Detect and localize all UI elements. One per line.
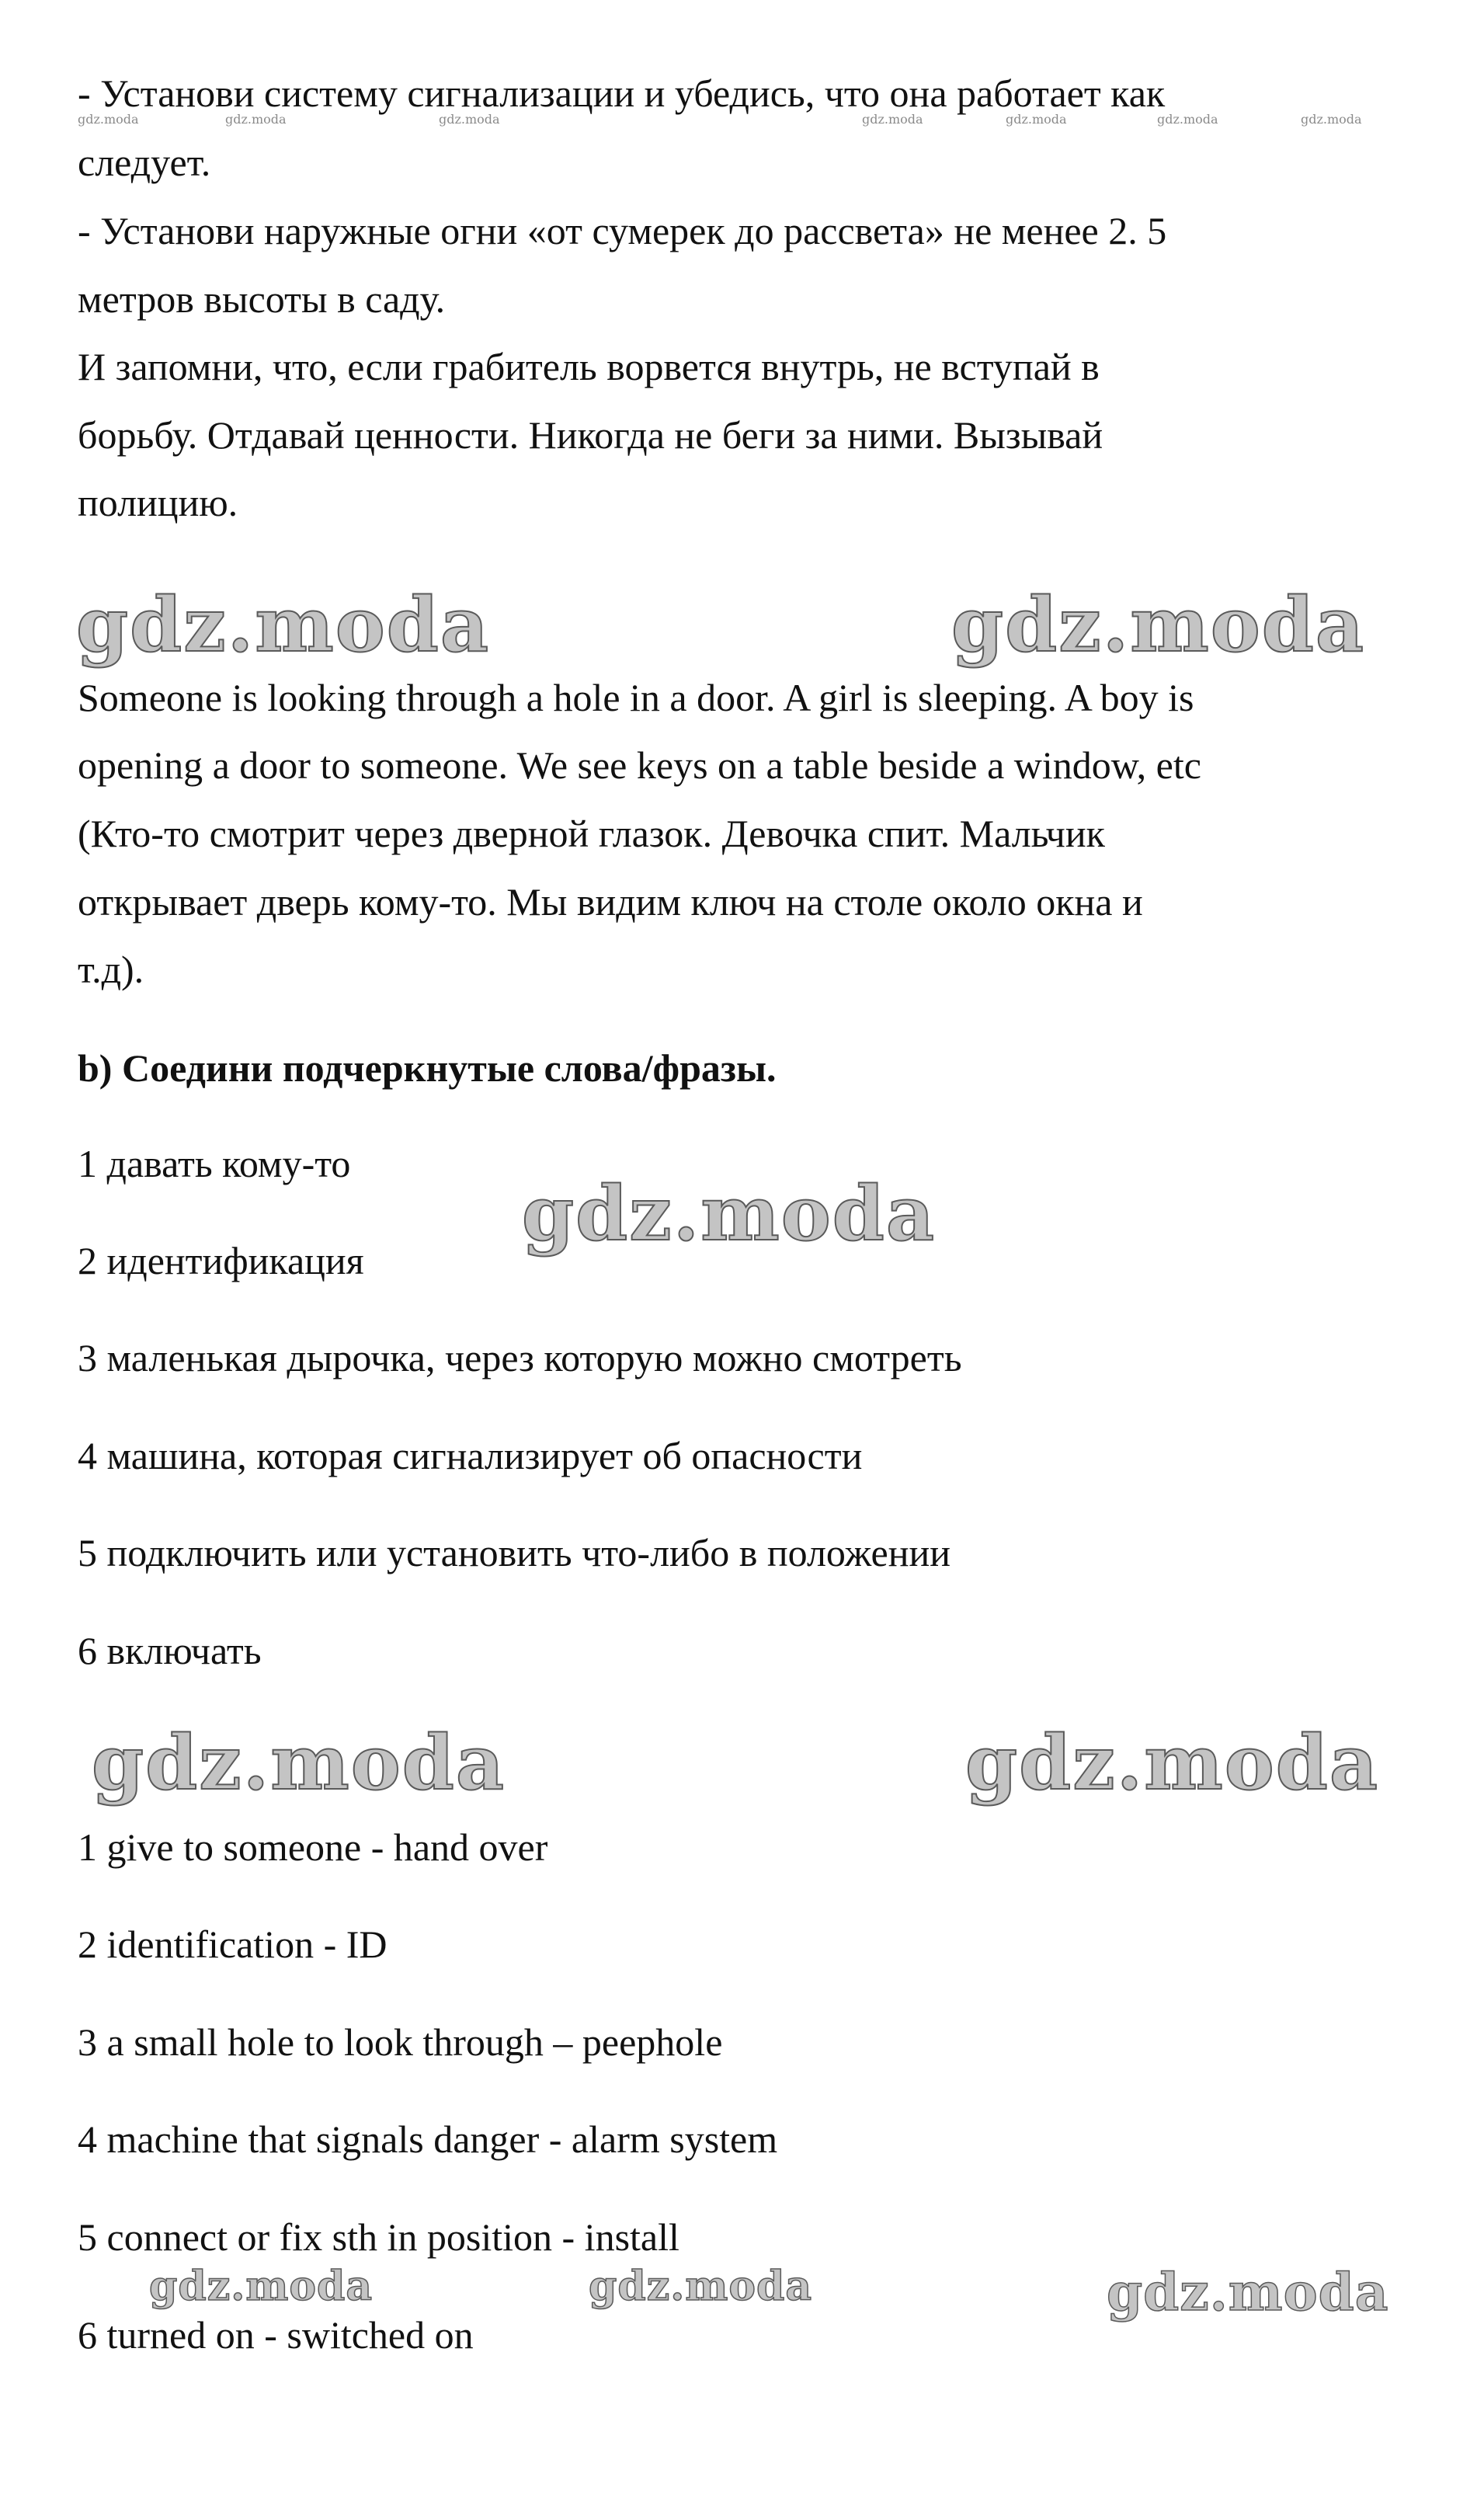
watermark-small: gdz.moda bbox=[1301, 112, 1362, 127]
text-line: - Установи систему сигнализации и убедись, что она работает как bbox=[78, 71, 1166, 115]
watermark-small: gdz.moda bbox=[1006, 112, 1067, 127]
watermark-large: gdz.moda bbox=[92, 1719, 506, 1807]
text-line: полицию. bbox=[78, 481, 238, 524]
text-line: т.д). bbox=[78, 948, 144, 991]
text-line: Someone is looking through a hole in a door. A girl is sleeping. A boy is bbox=[78, 676, 1194, 719]
list-item: 4 машина, которая сигнализирует об опасности bbox=[78, 1434, 863, 1477]
watermark-medium: gdz.moda bbox=[589, 2263, 813, 2310]
list-item: 3 маленькая дырочка, через которую можно смотреть bbox=[78, 1336, 962, 1379]
text-line: (Кто-то смотрит через дверной глазок. Девочка спит. Мальчик bbox=[78, 812, 1105, 855]
watermark-small: gdz.moda bbox=[862, 112, 923, 127]
watermark-large: gdz.moda bbox=[951, 581, 1366, 669]
watermark-medium: gdz.moda bbox=[1107, 2262, 1389, 2322]
watermark-medium: gdz.moda bbox=[149, 2263, 374, 2310]
watermark-small: gdz.moda bbox=[439, 112, 500, 127]
watermark-large: gdz.moda bbox=[76, 581, 491, 669]
list-item: 3 a small hole to look through – peephole bbox=[78, 2020, 723, 2064]
list-item: 1 давать кому-то bbox=[78, 1142, 351, 1185]
text-line: метров высоты в саду. bbox=[78, 277, 446, 321]
text-line: И запомни, что, если грабитель ворвется внутрь, не вступай в bbox=[78, 345, 1100, 388]
task-heading: b) Соедини подчеркнутые слова/фразы. bbox=[78, 1046, 777, 1090]
watermark-large: gdz.moda bbox=[965, 1719, 1380, 1807]
text-line: борьбу. Отдавай ценности. Никогда не беги за ними. Вызывай bbox=[78, 413, 1103, 457]
list-item: 6 включать bbox=[78, 1629, 262, 1672]
list-item: 2 identification - ID bbox=[78, 1922, 388, 1966]
list-item: 1 give to someone - hand over bbox=[78, 1825, 548, 1869]
watermark-small: gdz.moda bbox=[225, 112, 287, 127]
text-line: открывает дверь кому-то. Мы видим ключ на столе около окна и bbox=[78, 880, 1143, 924]
watermark-large: gdz.moda bbox=[522, 1170, 937, 1258]
watermark-small: gdz.moda bbox=[78, 112, 139, 127]
list-item: 5 подключить или установить что-либо в положении bbox=[78, 1531, 951, 1574]
text-line: opening a door to someone. We see keys on a table beside a window, etc bbox=[78, 743, 1201, 787]
text-line: - Установи наружные огни «от сумерек до рассвета» не менее 2. 5 bbox=[78, 209, 1167, 252]
list-item: 4 machine that signals danger - alarm system bbox=[78, 2117, 778, 2161]
text-line: следует. bbox=[78, 141, 211, 184]
watermark-small: gdz.moda bbox=[1157, 112, 1218, 127]
list-item: 6 turned on - switched on bbox=[78, 2313, 474, 2357]
list-item: 5 connect or fix sth in position - install bbox=[78, 2215, 679, 2259]
list-item: 2 идентификация bbox=[78, 1239, 364, 1282]
